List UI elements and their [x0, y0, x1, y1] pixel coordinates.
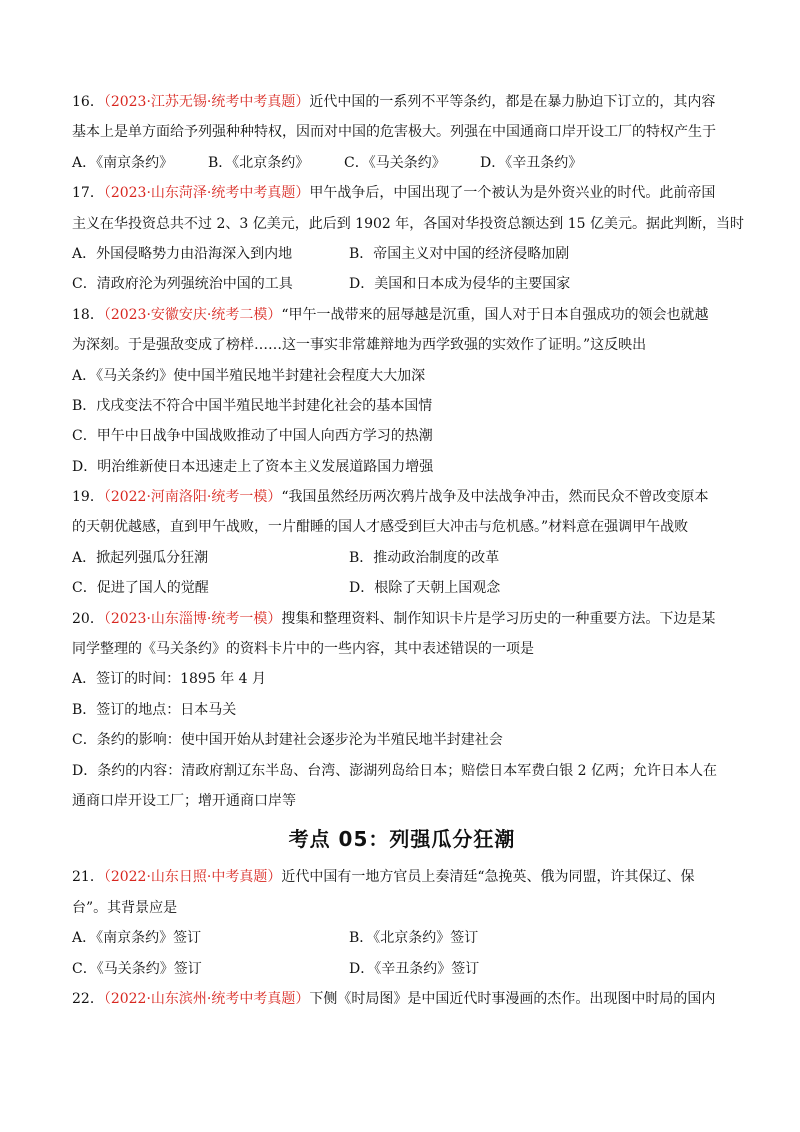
option-b: B．签订的地点：日本马关	[72, 701, 237, 718]
question-18-stem-cont: 为深刻。于是强敌变成了榜样……这一事实非常雄辩地为西学致强的实效作了证明。”这反映出	[72, 337, 647, 354]
question-17-options-ab	[72, 244, 732, 264]
option-c: C．《马关条约》	[344, 154, 446, 171]
question-21-options-ab	[72, 928, 732, 948]
question-text: 下侧《时局图》是中国近代时事漫画的杰作。出现图中时局的国内	[309, 990, 716, 1007]
option-d: D．《辛丑条约》签订	[349, 960, 480, 977]
option-c: C．条约的影响：使中国开始从封建社会逐步沦为半殖民地半封建社会	[72, 732, 503, 749]
question-number: 21．	[72, 869, 104, 886]
question-19-stem	[72, 487, 732, 507]
question-source: （2022·河南洛阳·统考一模）	[103, 489, 282, 506]
option-c: C．《马关条约》签订	[72, 960, 202, 977]
question-text: 搜集和整理资料、制作知识卡片是学习历史的一种重要方法。下边是某	[281, 610, 716, 627]
question-22-stem	[72, 989, 732, 1009]
question-source: （2023·山东淄博·统考一模）	[103, 610, 282, 627]
question-number: 20．	[72, 610, 104, 627]
option-a: A．《南京条约》签订	[72, 930, 202, 947]
option-d-cont: 通商口岸开设工厂；增开通商口岸等	[72, 792, 296, 809]
question-source: （2023·山东菏泽·统考中考真题）	[103, 185, 310, 202]
question-16-stem-cont: 基本上是单方面给予列强种种特权，因而对中国的危害极大。列强在中国通商口岸开设工厂的特权产生于	[72, 124, 716, 141]
question-text: “我国虽然经历两次鸦片战争及中法战争冲击，然而民众不曾改变原本	[281, 489, 709, 506]
option-b: B．《北京条约》签订	[349, 930, 479, 947]
option-d: D．美国和日本成为侵华的主要国家	[349, 276, 571, 293]
question-21-stem	[72, 867, 732, 887]
question-16-options	[72, 153, 732, 173]
question-17-options-cd	[72, 274, 732, 294]
question-21-options-cd	[72, 959, 732, 979]
question-number: 16．	[72, 94, 104, 110]
question-19-options-ab	[72, 548, 732, 568]
question-21-stem-cont: 台”。其背景应是	[72, 899, 178, 916]
question-number: 17．	[72, 185, 104, 202]
option-b: B．推动政治制度的改革	[349, 549, 500, 566]
question-19-stem-cont: 的天朝优越感，直到甲午战败，一片酣睡的国人才感受到巨大冲击与危机感。”材料意在强调甲午战败	[72, 519, 689, 536]
option-b: B．帝国主义对中国的经济侵略加剧	[349, 245, 570, 262]
question-16-stem	[72, 92, 732, 112]
question-20-stem-cont: 同学整理的《马关条约》的资料卡片中的一些内容，其中表述错误的一项是	[72, 641, 534, 658]
option-d: D．根除了天朝上国观念	[349, 580, 501, 597]
question-19-options-cd	[72, 578, 732, 598]
question-source: （2022·山东日照·中考真题）	[103, 869, 282, 886]
question-number: 22．	[72, 990, 104, 1007]
question-number: 18．	[72, 306, 104, 323]
option-b: B．戊戌变法不符合中国半殖民地半封建化社会的基本国情	[72, 397, 433, 414]
question-text: 近代中国有一地方官员上奏清廷“急挽英、俄为同盟，许其保辽、保	[281, 869, 695, 886]
option-d: D．明治维新使日本迅速走上了资本主义发展道路国力增强	[72, 458, 434, 475]
question-17-stem	[72, 183, 732, 203]
option-a: A．《马关条约》使中国半殖民地半封建社会程度大大加深	[72, 367, 426, 384]
question-17-stem-cont: 主义在华投资总共不过 2、3 亿美元，此后到 1902 年，各国对华投资总额达到 15 亿美元。据此判断，当时	[72, 215, 744, 232]
question-20-stem	[72, 609, 732, 629]
option-a: A．签订的时间：1895 年 4 月	[72, 671, 266, 688]
option-a: A．外国侵略势力由沿海深入到内地	[72, 245, 293, 262]
question-source: （2023·安徽安庆·统考二模）	[103, 306, 282, 323]
option-a: A．《南京条约》	[72, 154, 174, 171]
question-source: （2023·江苏无锡·统考中考真题）	[103, 94, 310, 110]
document-page	[72, 92, 744, 1019]
question-number: 19．	[72, 489, 104, 506]
option-b: B．《北京条约》	[208, 154, 310, 171]
option-d: D．条约的内容：清政府割辽东半岛、台湾、澎湖列岛给日本；赔偿日本军费白银 2 亿两；允许日本人在	[72, 762, 718, 779]
question-text: 近代中国的一系列不平等条约，都是在暴力胁迫下订立的，其内容	[309, 94, 716, 110]
question-source: （2022·山东滨州·统考中考真题）	[103, 990, 310, 1007]
question-text: 甲午战争后，中国出现了一个被认为是外资兴业的时代。此前帝国	[309, 185, 716, 202]
option-c: C．清政府沦为列强统治中国的工具	[72, 276, 293, 293]
option-a: A．掀起列强瓜分狂潮	[72, 549, 209, 566]
question-text: “甲午一战带来的屈辱越是沉重，国人对于日本自强成功的领会也就越	[281, 306, 709, 323]
question-18-stem	[72, 305, 732, 325]
option-d: D．《辛丑条约》	[480, 154, 583, 171]
option-c: C．促进了国人的觉醒	[72, 580, 209, 597]
option-c: C．甲午中日战争中国战败推动了中国人向西方学习的热潮	[72, 428, 433, 445]
section-title: 考点 05：列强瓜分狂潮	[288, 827, 516, 852]
